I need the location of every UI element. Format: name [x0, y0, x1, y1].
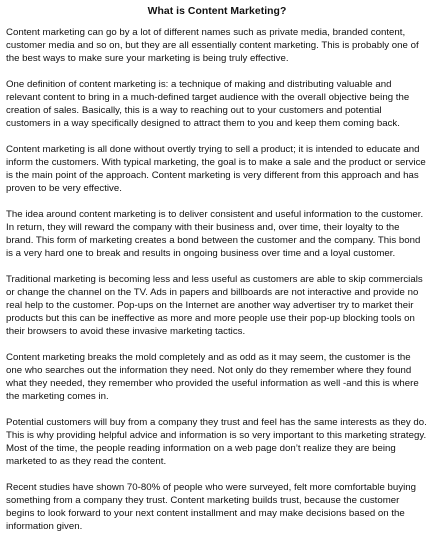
paragraph-1: Content marketing can go by a lot of different names such as private media, branded content, customer media and so on, but they are all essentially content marketing. This is probably one of the best ways to make sure your marketing is being truly effective.	[6, 27, 419, 64]
paragraph-4: The idea around content marketing is to deliver consistent and useful information to the customer. In return, they will reward the company with their business and, over time, their loyalty to the brand. This form of marketing creates a bond between the customer and the company. This bond is a very hard one to break and results in ongoing business over time and a loyal customer.	[6, 209, 424, 259]
paragraph-7: Potential customers will buy from a company they trust and feel has the same interests as they do. This is why providing helpful advice and information is so very important to this marketing strategy. Most of the time, the people reading information on a web page don’t realize they are being marketed to as they read the content.	[6, 417, 427, 467]
paragraph-8: Recent studies have shown 70-80% of people who were surveyed, felt more comfortable buying something from a company they trust. Content marketing builds trust, because the customer begins to look forward to your next content installment and may make decisions based on the information given.	[6, 482, 417, 532]
paragraph-2: One definition of content marketing is: a technique of making and distributing valuable and relevant content to bring in a much-defined target audience with the overall objective being the creation of sales. Basically, this is a way to reaching out to your customers and potential customers in a way specifically designed to attract them to you and keep them coming back.	[6, 79, 410, 129]
paragraph-3: Content marketing is all done without overtly trying to sell a product; it is intended to educate and inform the customers. With typical marketing, the goal is to make a sale and the product or service is the main point of the approach. Content marketing is very different from this approach and has proven to be very effective.	[6, 144, 426, 194]
paragraph-5: Traditional marketing is becoming less and less useful as customers are able to skip commercials or change the channel on the TV. Ads in papers and billboards are not interactive and provide no real help to the customer. Pop-ups on the Internet are another way advertiser try to market their products but this can be ineffective as more and more people use their pop-up blocking tools on their browsers to avoid these invasive marketing tactics.	[6, 274, 423, 337]
document-title: What is Content Marketing?	[147, 6, 287, 17]
paragraph-6: Content marketing breaks the mold completely and as odd as it may seem, the customer is the one who searches out the information they need. Not only do they remember where they found what they needed, they remember who provided the useful information as well -and this is where the marketing comes in.	[6, 352, 419, 402]
